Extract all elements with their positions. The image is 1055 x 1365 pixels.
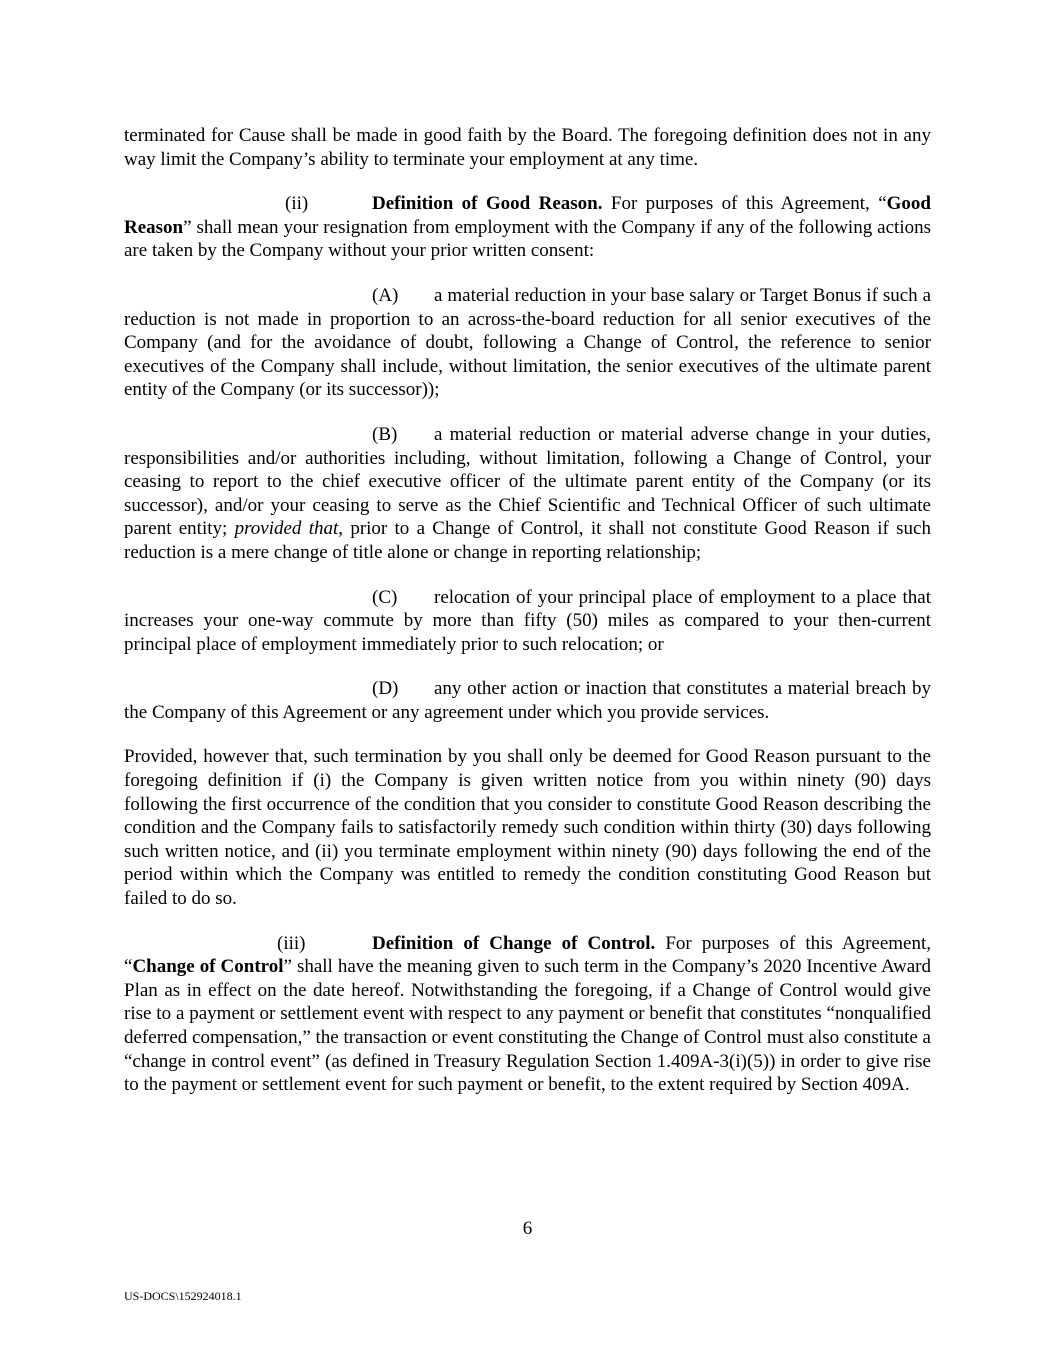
item-text-c: relocation of your principal place of employment to a place that increases your one-way commute by more than fifty (50) miles as compared to your then-current principal place of employment immediately prior to such relocation; or	[124, 586, 931, 655]
change-of-control-heading: Definition of Change of Control.	[372, 932, 656, 954]
item-letter-b: (B)	[372, 423, 398, 445]
item-text-a: a material reduction in your base salary or Target Bonus if such a reduction is not made in proportion to an across-the-board reduction for all senior executives of the Company (and for the avoidance of doubt, following a Change of Control, the reference to senior executives of the Company shall include, without limitation, the senior executives of the ultimate parent entity of the Company (or its successor));	[124, 284, 931, 401]
document-body	[124, 124, 931, 1118]
item-letter-a: (A)	[372, 284, 399, 306]
good-reason-item-a	[124, 284, 931, 402]
item-text-d: any other action or inaction that constitutes a material breach by the Company of this Agreement or any agreement under which you provide services.	[124, 678, 931, 723]
intro-paragraph: terminated for Cause shall be made in good faith by the Board. The foregoing definition does not in any way limit the Company’s ability to terminate your employment at any time.	[124, 125, 931, 170]
good-reason-item-d	[124, 677, 931, 724]
good-reason-proviso: Provided, however that, such termination by you shall only be deemed for Good Reason pursuant to the foregoing definition if (i) the Company is given written notice from you within ninety (90) days following the first occurrence of the condition that you consider to constitute Good Reason describing the condition and the Company fails to satisfactorily remedy such condition within thirty (30) days following such written notice, and (ii) you terminate employment within ninety (90) days following the end of the period within which the Company was entitled to remedy the condition constituting Good Reason but failed to do so.	[124, 746, 931, 910]
change-of-control-definition: ” shall have the meaning given to such term in the Company’s 2020 Incentive Award Plan as in effect on the date hereof. Notwithstanding the foregoing, if a Change of Control would give rise to a payment or settlement event with respect to any payment or benefit that constitutes “nonqualified deferred compensation,” the transaction or event constituting the Change of Control must also constitute a “change in control event” (as defined in Treasury Regulation Section 1.409A-3(i)(5)) in order to give rise to the payment or settlement event for such payment or benefit, to the extent required by Section 409A.	[124, 956, 931, 1096]
change-of-control-term: Change of Control	[132, 956, 284, 978]
good-reason-item-c	[124, 586, 931, 657]
item-text-b-after: prior to a Change of Control, it shall not constitute Good Reason if such reduction is a mere change of title alone or change in reporting relationship;	[124, 518, 931, 563]
good-reason-definition: ” shall mean your resignation from employment with the Company if any of the following actions are taken by the Company without your prior written consent:	[124, 216, 931, 262]
item-letter-c: (C)	[372, 586, 398, 608]
change-of-control-lead: For purposes of this Agreement, “	[124, 932, 931, 978]
item-text-b: a material reduction or material adverse change in your duties, responsibilities and/or authorities including, without limitation, following a Change of Control, your ceasing to report to the chief executive officer of the ultimate parent entity of the Company (or its successor), and/or your ceasing to serve as the Chief Scientific and Technical Officer of such ultimate parent entity;	[124, 423, 931, 540]
page-number: 6	[522, 1218, 533, 1239]
item-text-b-italic: provided that,	[234, 518, 344, 540]
item-letter-d: (D)	[372, 678, 399, 700]
good-reason-paragraph	[124, 192, 931, 263]
good-reason-term: Good Reason	[124, 193, 931, 238]
change-of-control-paragraph	[124, 932, 931, 1097]
good-reason-heading: Definition of Good Reason.	[372, 193, 603, 215]
good-reason-item-b	[124, 423, 931, 565]
good-reason-lead: For purposes of this Agreement, “	[602, 193, 887, 215]
section-number-ii: (ii)	[285, 193, 309, 215]
section-number-iii: (iii)	[277, 932, 306, 954]
document-id: US-DOCS\152924018.1	[124, 1289, 242, 1303]
